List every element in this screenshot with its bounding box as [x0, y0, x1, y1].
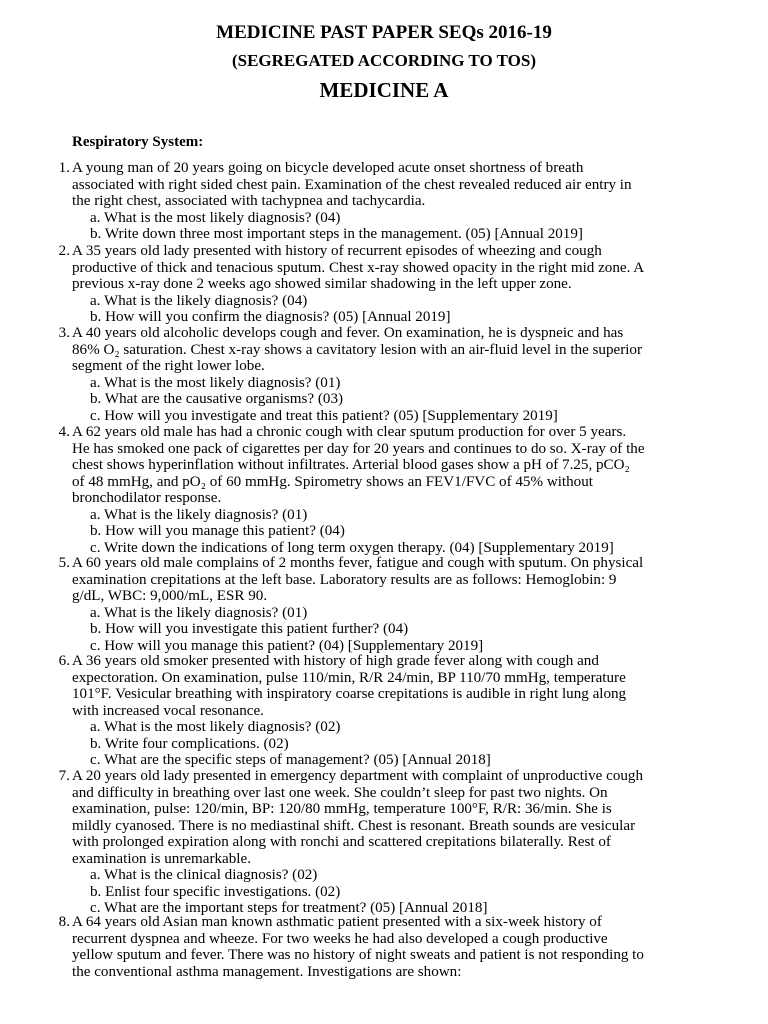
- sub-question: b. How will you investigate this patient further? (04): [90, 621, 409, 637]
- sub-question-list: [72, 375, 748, 425]
- question-stem-line: of 48 mmHg, and pO₂ of 60 mmHg. Spirometry shows an FEV1/FVC of 45% without: [72, 473, 593, 490]
- document-subtitle: (SEGREGATED ACCORDING TO TOS): [231, 51, 537, 70]
- sub-question: b. What are the causative organisms? (03): [90, 391, 344, 407]
- question-stem-line: chest shows hyperinflation without infiltrates. Arterial blood gases show a pH of 7.25, pCO₂: [72, 457, 630, 473]
- sub-question: a. What is the clinical diagnosis? (02): [90, 867, 318, 883]
- question-stem: [72, 424, 748, 507]
- sub-question: c. How will you manage this patient? (04) [Supplementary 2019]: [90, 637, 484, 654]
- question-stem-line: mildly cyanosed. There is no mediastinal shift. Chest is resonant. Breath sounds are vesicular: [72, 817, 636, 834]
- sub-question: b. Write down three most important steps in the management. (05) [Annual 2019]: [90, 226, 583, 242]
- question-item: [36, 325, 748, 424]
- question-body: [72, 914, 748, 980]
- question-stem-line: 101°F. Vesicular breathing with inspiratory coarse crepitations is audible in right lung along: [72, 686, 627, 702]
- question-number: 5.: [58, 555, 70, 571]
- question-number: 4.: [58, 424, 70, 440]
- question-stem-line: A 36 years old smoker presented with history of high grade fever along with cough and: [72, 653, 599, 669]
- question-stem-line: examination crepitations at the left base. Laboratory results are as follows: Hemoglobin: 9: [72, 571, 617, 588]
- question-item: [36, 424, 748, 556]
- sub-question: b. Enlist four specific investigations. (02): [90, 883, 341, 900]
- question-stem-line: associated with right sided chest pain. Examination of the chest revealed reduced air entry in: [72, 176, 632, 193]
- question-stem-line: A 35 years old lady presented with history of recurrent episodes of wheezing and cough: [72, 243, 602, 259]
- question-stem-line: 86% O₂ saturation. Chest x-ray shows a cavitatory lesion with an air-fluid level in the superior: [72, 341, 642, 358]
- sub-question: c. What are the specific steps of management? (05) [Annual 2018]: [90, 752, 491, 768]
- question-stem-line: examination is unremarkable.: [72, 850, 251, 867]
- question-item: [36, 243, 748, 326]
- sub-question: a. What is the likely diagnosis? (01): [90, 506, 308, 523]
- question-stem-line: expectoration. On examination, pulse 110/min, R/R 24/min, BP 110/70 mmHg, temperature: [72, 669, 626, 686]
- sub-question-list: [72, 867, 748, 917]
- sub-question-list: [72, 719, 748, 769]
- question-stem: [72, 914, 748, 980]
- sub-question: a. What is the most likely diagnosis? (04): [90, 209, 341, 226]
- question-stem-line: previous x-ray done 2 weeks ago showed similar shadowing in the left upper zone.: [72, 276, 572, 292]
- question-stem-line: examination, pulse: 120/min, BP: 120/80 mmHg, temperature 100°F, R/R: 36/min. She is: [72, 801, 612, 817]
- question-number: 2.: [58, 243, 70, 259]
- sub-question-list: [72, 507, 748, 557]
- question-stem: [72, 555, 748, 605]
- question-body: [72, 243, 748, 326]
- sub-question-list: [72, 293, 748, 326]
- question-stem-line: the conventional asthma management. Investigations are shown:: [72, 963, 462, 980]
- question-body: [72, 325, 748, 424]
- question-stem-line: with increased vocal resonance.: [72, 702, 264, 719]
- section-heading: Respiratory System:: [72, 134, 204, 150]
- paper-title: MEDICINE A: [319, 78, 449, 102]
- question-stem-line: the right chest, associated with tachypnea and tachycardia.: [72, 193, 426, 209]
- sub-question: c. How will you investigate and treat this patient? (05) [Supplementary 2019]: [90, 407, 558, 424]
- question-stem-line: He has smoked one pack of cigarettes per day for 20 years and continues to do so. X-ray of the: [72, 440, 645, 457]
- sub-question: b. Write four complications. (02): [90, 735, 289, 752]
- question-body: [72, 160, 748, 243]
- question-stem-line: recurrent dyspnea and wheeze. For two weeks he had also developed a cough productive: [72, 930, 608, 947]
- question-number: 7.: [58, 768, 70, 784]
- question-stem: [72, 325, 748, 375]
- question-body: [72, 768, 748, 917]
- question-stem: [72, 653, 748, 719]
- question-stem-line: segment of the right lower lobe.: [72, 358, 265, 374]
- question-stem-line: A 64 years old Asian man known asthmatic patient presented with a six-week history of: [72, 914, 602, 930]
- question-stem-line: A 60 years old male complains of 2 months fever, fatigue and cough with sputum. On physical: [72, 555, 644, 571]
- question-stem-line: A 40 years old alcoholic develops cough and fever. On examination, he is dyspneic and has: [72, 325, 624, 341]
- question-stem-line: and difficulty in breathing over last one week. She couldn’t sleep for past two nights. On: [72, 784, 608, 801]
- question-number: 1.: [58, 160, 70, 176]
- question-stem: [72, 768, 748, 867]
- question-body: [72, 555, 748, 654]
- question-number: 8.: [58, 914, 70, 930]
- sub-question: b. How will you manage this patient? (04): [90, 523, 345, 539]
- sub-question: a. What is the likely diagnosis? (04): [90, 292, 308, 309]
- question-item: [36, 653, 748, 769]
- question-item: [36, 914, 748, 980]
- sub-question: a. What is the likely diagnosis? (01): [90, 604, 308, 621]
- sub-question: a. What is the most likely diagnosis? (02): [90, 719, 341, 735]
- question-stem-line: bronchodilator response.: [72, 490, 222, 506]
- sub-question: c. Write down the indications of long term oxygen therapy. (04) [Supplementary 2019]: [90, 539, 614, 556]
- question-stem-line: A 62 years old male has had a chronic cough with clear sputum production for over 5 years.: [72, 424, 627, 440]
- question-item: [36, 555, 748, 654]
- question-stem-line: yellow sputum and fever. There was no history of night sweats and patient is not responding to: [72, 947, 644, 963]
- sub-question: b. How will you confirm the diagnosis? (05) [Annual 2019]: [90, 309, 451, 325]
- question-body: [72, 424, 748, 556]
- question-number: 3.: [58, 325, 70, 341]
- document-title: MEDICINE PAST PAPER SEQs 2016-19: [216, 22, 552, 43]
- sub-question-list: [72, 210, 748, 243]
- question-stem-line: A young man of 20 years going on bicycle developed acute onset shortness of breath: [72, 160, 584, 176]
- question-item: [36, 160, 748, 243]
- sub-question: c. What are the important steps for treatment? (05) [Annual 2018]: [90, 900, 488, 916]
- question-stem: [72, 243, 748, 293]
- question-number: 6.: [58, 653, 70, 669]
- question-item: [36, 768, 748, 917]
- sub-question-list: [72, 605, 748, 655]
- question-stem-line: with prolonged expiration along with ronchi and scattered crepitations bilaterally. Rest of: [72, 834, 611, 850]
- sub-question: a. What is the most likely diagnosis? (01): [90, 374, 341, 391]
- question-stem-line: g/dL, WBC: 9,000/mL, ESR 90.: [72, 588, 268, 604]
- question-stem-line: A 20 years old lady presented in emergency department with complaint of unproductive cough: [72, 768, 644, 784]
- question-body: [72, 653, 748, 769]
- question-stem: [72, 160, 748, 210]
- question-stem-line: productive of thick and tenacious sputum. Chest x-ray showed opacity in the right mid zone. A: [72, 259, 645, 276]
